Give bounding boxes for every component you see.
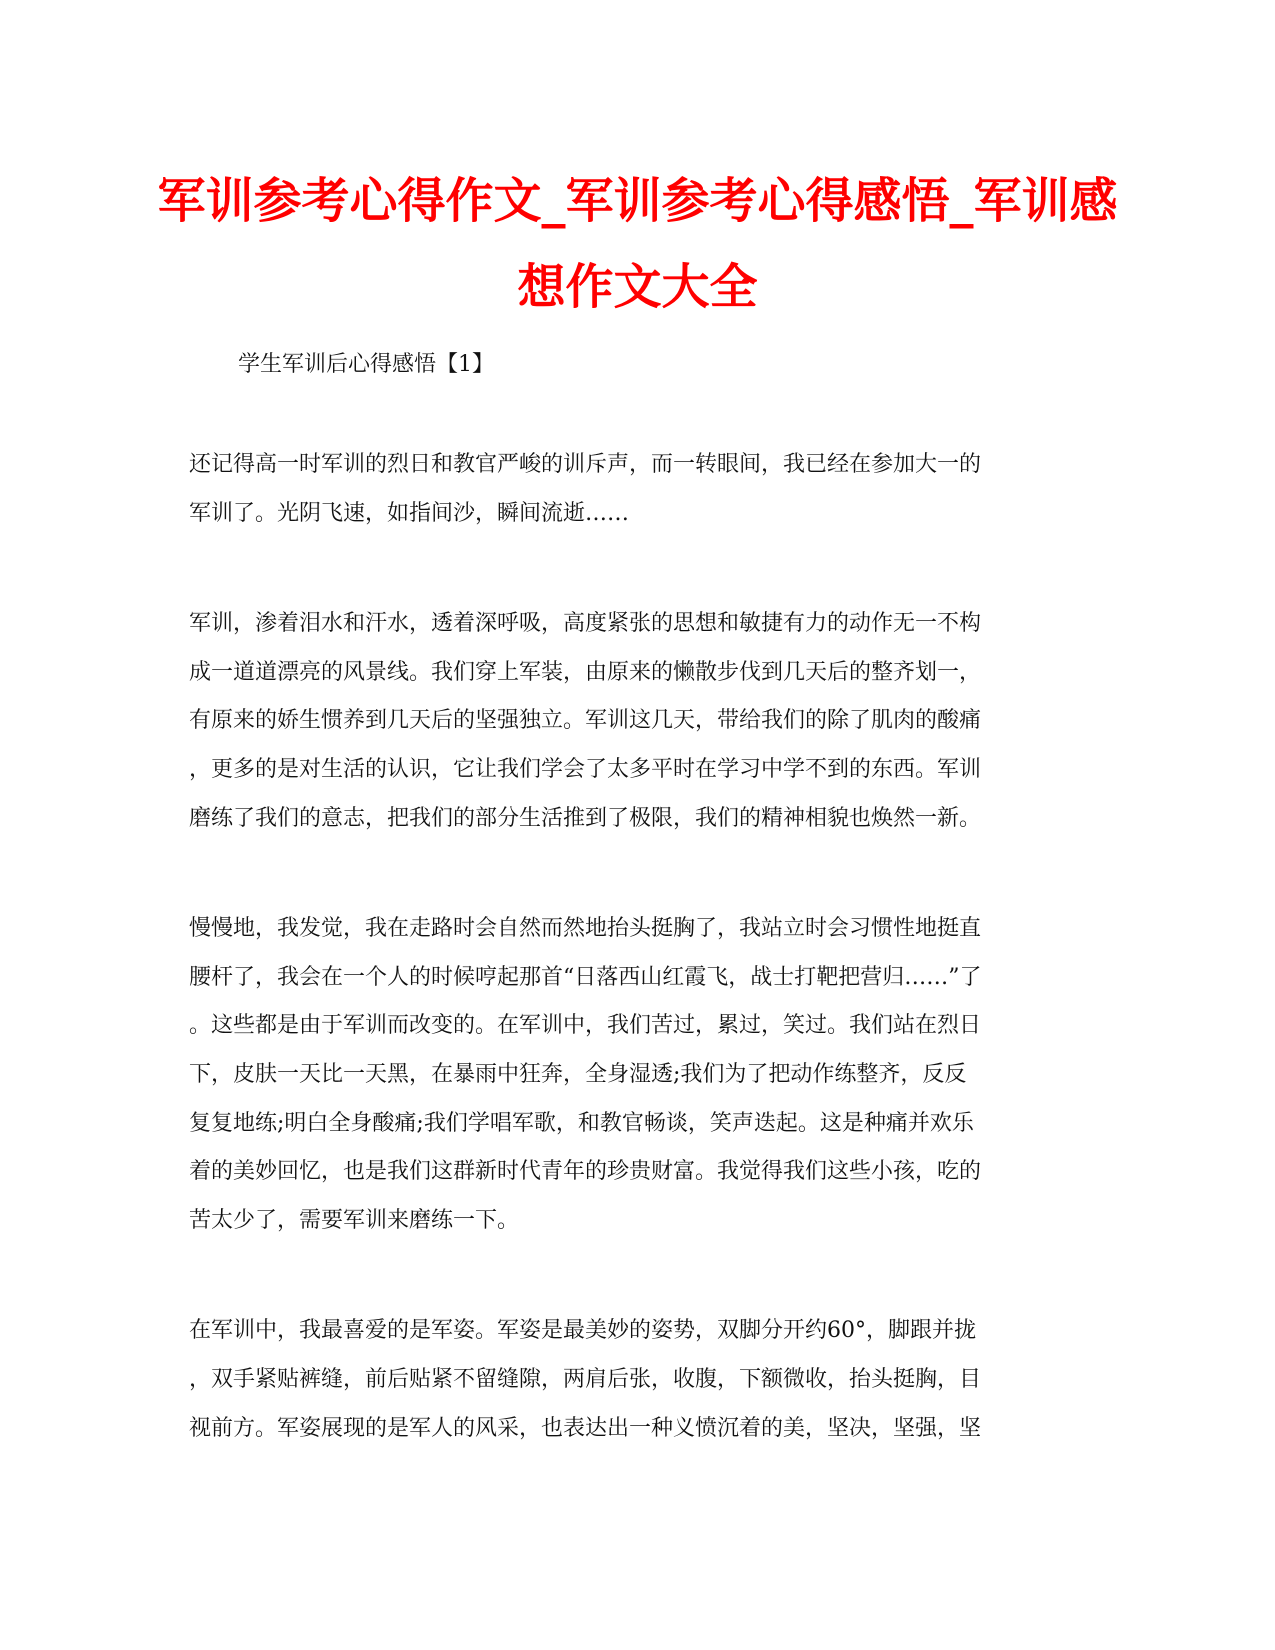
text-line: ，双手紧贴裤缝，前后贴紧不留缝隙，两肩后张，收腹，下额微收，抬头挺胸，目 (189, 1366, 982, 1392)
text-line: 还记得高一时军训的烈日和教官严峻的训斥声，而一转眼间，我已经在参加大一的 (189, 452, 982, 477)
text-line: 复复地练;明白全身酸痛;我们学唱军歌，和教官畅谈，笑声迭起。这是种痛并欢乐 (189, 1110, 974, 1136)
text-line: 视前方。军姿展现的是军人的风采，也表达出一种义愤沉着的美，坚决，坚强，坚 (189, 1415, 982, 1441)
section-subtitle: 学生军训后心得感悟【1】 (238, 352, 494, 377)
text-line: ，更多的是对生活的认识，它让我们学会了太多平时在学习中学不到的东西。军训 (189, 756, 982, 782)
text-line: 有原来的娇生惯养到几天后的坚强独立。军训这几天，带给我们的除了肌肉的酸痛 (189, 708, 982, 734)
paragraph-4 (189, 1307, 1089, 1453)
text-line: 磨练了我们的意志，把我们的部分生活推到了极限，我们的精神相貌也焕然一新。 (189, 805, 982, 831)
paragraph-2 (189, 600, 1089, 843)
text-line: 成一道道漂亮的风景线。我们穿上军装，由原来的懒散步伐到几天后的整齐划一， (189, 659, 982, 685)
text-line: 下，皮肤一天比一天黑，在暴雨中狂奔，全身湿透;我们为了把动作练整齐，反反 (189, 1061, 967, 1087)
text-line: 着的美妙回忆，也是我们这群新时代青年的珍贵财富。我觉得我们这些小孩，吃的 (189, 1159, 982, 1185)
document-body (189, 441, 1089, 1515)
text-line: 军训了。光阴飞速，如指间沙，瞬间流逝…… (189, 500, 630, 526)
paragraph-3 (189, 905, 1089, 1245)
text-line: 在军训中，我最喜爱的是军姿。军姿是最美妙的姿势，双脚分开约60°，脚跟并拢 (189, 1318, 976, 1344)
text-line: 苦太少了，需要军训来磨练一下。 (189, 1207, 520, 1233)
text-line: 。这些都是由于军训而改变的。在军训中，我们苦过，累过，笑过。我们站在烈日 (189, 1013, 982, 1039)
text-line: 腰杆了，我会在一个人的时候哼起那首“日落西山红霞飞，战士打靶把营归……”了 (189, 964, 982, 990)
document-title: 军训参考心得作文_军训参考心得感悟_军训感想作文大全 (157, 173, 1118, 315)
paragraph-1 (189, 441, 1089, 538)
text-line: 慢慢地，我发觉，我在走路时会自然而然地抬头挺胸了，我站立时会习惯性地挺直 (189, 916, 982, 942)
text-line: 军训，渗着泪水和汗水，透着深呼吸，高度紧张的思想和敏捷有力的动作无一不构 (189, 611, 982, 637)
